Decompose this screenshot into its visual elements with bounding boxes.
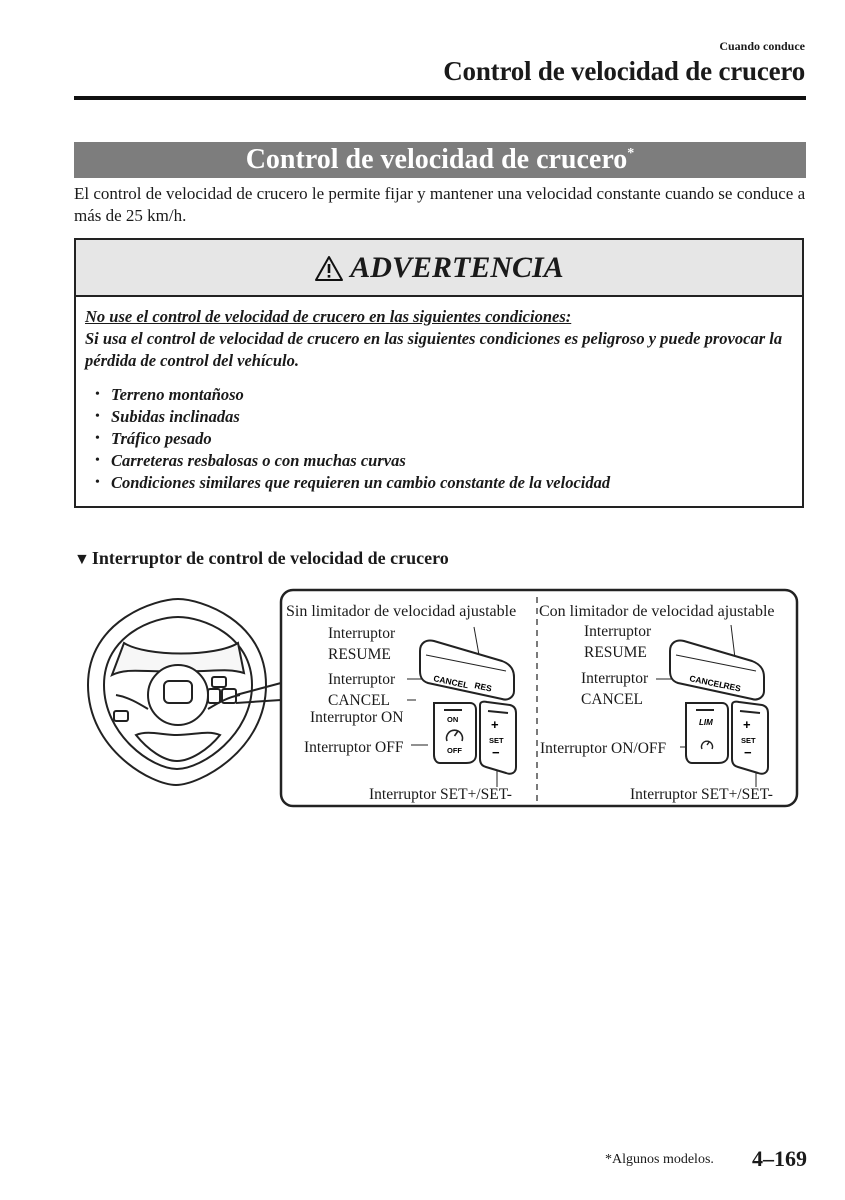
section-title-bar: [74, 142, 806, 178]
cruise-switch-figure: [76, 585, 806, 820]
btn-lim: LIM: [699, 718, 713, 727]
btn-cancel-left: CANCEL: [432, 673, 470, 691]
label-cancel-r-line1: Interruptor: [581, 670, 649, 687]
page-number: 4–169: [752, 1146, 807, 1171]
btn-set-right: SET: [741, 736, 756, 745]
label-cancel-line1: Interruptor: [328, 671, 396, 688]
section-title: Control de velocidad de crucero: [245, 144, 628, 175]
warning-icon: [314, 255, 344, 282]
steering-wheel-illustration: [88, 599, 281, 785]
list-item: • Subidas inclinadas: [95, 407, 240, 426]
btn-res-left: RES: [473, 680, 493, 694]
label-resume-line1: Interruptor: [328, 625, 396, 642]
warning-title: ADVERTENCIA: [350, 251, 564, 284]
label-set: Interruptor SET+/SET-: [369, 786, 512, 803]
label-on: Interruptor ON: [310, 709, 404, 726]
warning-text: Si usa el control de velocidad de crucero en las siguientes condiciones es peligroso y puede provocar la pérdida de control del vehículo.: [85, 329, 783, 370]
list-item: • Tráfico pesado: [95, 429, 212, 448]
label-resume-line2: RESUME: [328, 646, 391, 663]
btn-off: OFF: [447, 746, 462, 755]
label-set-r: Interruptor SET+/SET-: [630, 786, 773, 803]
triangle-bullet-icon: ▼: [74, 551, 90, 568]
btn-plus-left: +: [491, 717, 499, 732]
btn-minus-left: −: [492, 745, 500, 760]
label-cancel-r-line2: CANCEL: [581, 691, 643, 708]
chapter-label: Cuando conduce: [719, 39, 805, 53]
btn-set-left: SET: [489, 736, 504, 745]
warning-box: [74, 238, 804, 508]
label-resume-r-line1: Interruptor: [584, 623, 652, 640]
warning-list: [85, 384, 794, 494]
label-cancel-line2: CANCEL: [328, 692, 390, 709]
warning-lead: No use el control de velocidad de crucero en las siguientes condiciones:: [85, 307, 572, 326]
asterisk-mark: *: [627, 146, 635, 161]
label-onoff: Interruptor ON/OFF: [540, 740, 667, 757]
warning-body: [85, 306, 794, 494]
page-header-title: Control de velocidad de crucero: [443, 56, 805, 86]
subheading: [74, 548, 449, 569]
btn-on: ON: [447, 715, 459, 724]
right-panel-title: Con limitador de velocidad ajustable: [539, 603, 775, 620]
btn-res-right: RES: [722, 680, 742, 694]
warning-header: [76, 240, 802, 297]
header-rule: [74, 96, 806, 100]
label-off: Interruptor OFF: [304, 739, 404, 756]
btn-minus-right: −: [744, 745, 752, 760]
btn-plus-right: +: [743, 717, 751, 732]
left-panel-title: Sin limitador de velocidad ajustable: [286, 603, 517, 620]
intro-paragraph: El control de velocidad de crucero le permite fijar y mantener una velocidad constante cuando se conduce a más de 25 km/h.: [74, 184, 806, 225]
list-item: • Terreno montañoso: [95, 385, 244, 404]
list-item: • Carreteras resbalosas o con muchas curvas: [95, 451, 406, 470]
subheading-text: Interruptor de control de velocidad de crucero: [91, 548, 449, 568]
footnote: *Algunos modelos.: [605, 1152, 714, 1167]
label-resume-r-line2: RESUME: [584, 644, 647, 661]
btn-cancel-right: CANCEL: [688, 673, 726, 691]
list-item: • Condiciones similares que requieren un cambio constante de la velocidad: [95, 473, 611, 492]
